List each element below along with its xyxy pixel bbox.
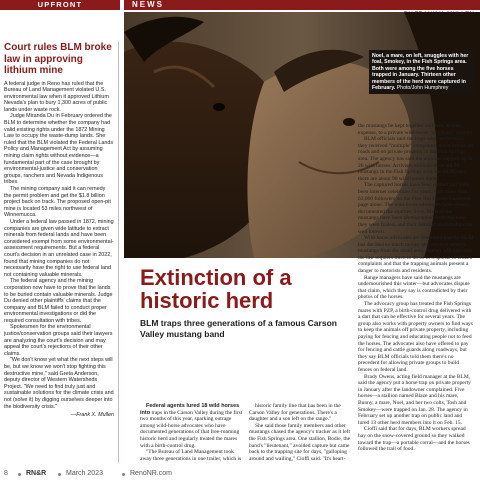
section-label-news-text: NEWS: [132, 0, 164, 9]
publication-name: RN&R: [26, 470, 47, 477]
story-column-3: [358, 123, 474, 461]
footer-separator: [122, 473, 125, 476]
website: RenoNR.com: [130, 470, 173, 477]
story-paragraph: Cioffi said that for days, BLM workers spread hay on the snow-covered ground so they walked toward the trap—a portable corral—and the horses followed the trail of food.: [358, 426, 470, 453]
sidebar-paragraph: A federal judge in Reno has ruled that the Bureau of Land Management violated U.S. environmental law when it approved Lithium Nevada's plan to bury 1,300 acres of public lands under waste rock.: [4, 80, 109, 113]
sidebar-headline: Court rules BLM broke law in approving lithium mine: [4, 42, 112, 76]
photo-credit: Photo/John Humphrey: [396, 85, 449, 92]
photo-caption: [369, 50, 475, 94]
story-paragraph: The advocacy group has treated the Fish Springs mares with PZP, a birth-control drug delivered with a dart that can be effective for several years. The group also works with property owners to find ways to keep the animals off private property, including paying for fencing and educating people not to feed the horses. The advocates also have offered to pay for fencing and cattle guards along roadways, but they say BLM officials told them there's no precedent for allowing private groups to build fences on federal land.: [358, 301, 473, 373]
column-divider: [118, 42, 119, 462]
story-paragraph: The captured horses have been named and have been internet celebrities for years, with more than 63,000 followers on the Pine Nut Horses Facebook page alone. The wild-horse advocates have closely documented the equines' lives. Most of the mustangs have been photographed from the time they were foaled, and their familial relationships are well known.: [358, 182, 473, 235]
section-label-upfront: [0, 0, 120, 10]
story-paragraph: "The Bureau of Land Management took away three generations in one trailer, which is: [140, 449, 242, 461]
sidebar-paragraph: Spokesmen for the environmental justice/conservation groups said their lawyers are analyzing the court's decision and may appeal the court's rejections of their other claims.: [4, 324, 113, 357]
page-footer: [0, 466, 480, 480]
story-deck: BLM traps three generations of a famous Carson Valley mustang band: [140, 318, 337, 339]
story-paragraph: BLM officials said the traps were set because they received "multiple" complaints about horses on roads and on private property in the Fish Springs area. The agency has said the area can support up to 26 wild horses. Activists estimate there are 79 mustangs in the Fish Springs area; the BLM says there are about 90 wild horses there.: [358, 136, 474, 182]
story-paragraph: Range managers have said the mustangs are undernourished this winter—but advocates dispute that claim, which they say is contradicted by their photos of the horses.: [358, 274, 470, 301]
section-label-upfront-text: UPFRONT: [37, 0, 83, 9]
footer-separator: [58, 473, 61, 476]
photo-caption-text: Noel, a mare, on left, snuggles with her foal, Smokey, in the Fish Springs area. Both were among the five horses trapped in January. Thirteen other members of the herd were captured in February.: [372, 53, 469, 92]
story-column-1: [140, 403, 243, 461]
section-label-news: [124, 0, 480, 10]
story-paragraph: She said those family members and other mustangs chased the agency's tracker as it left the Fish Springs area. One stallion, Bodie, the band's "lieutenant," avoided capture but came back to the trapping site for days, "galloping around and wailing," Cioffi said. "It's heart-: [249, 422, 351, 461]
story-paragraph: Brady Owens, acting field manager at the BLM, said the agency put a horse trap on private property in January after the landowner complained. Five horses—a stallion named Blaze and his mare, Bunny, a mare, Noel, and her two colts, Tosh and Smokey—were trapped on Jan. 28. The agency in February set up another trap on public land and lured 13 other herd members into it on Feb. 15.: [358, 373, 471, 426]
sidebar-credit: —Frank X. Mullen: [70, 412, 114, 419]
sidebar-paragraph: Judge Miranda Du in February ordered the BLM to determine whether the company had valid existing rights under the 1872 Mining Law to occupy the waste-dump lands. She ruled that the BLM violated the Federal Lands Policy and Management Act by assuming mining claim rights without evidence—a fundamental part of the case brought by environmental-justice and conservation groups, ranchers and Nevada Indigenous tribes.: [4, 113, 114, 186]
story-paragraph: Wild-horse advocates are frustrated that the BLM has decided so much money and effort to remove mustangs from the small area. Agency officials said the law requires them to do so in response to citizen complaints and that the trapping animals present a danger to motorists and residents.: [358, 235, 474, 275]
story-lead: Federal agents lured 18 wild horses into: [140, 403, 240, 416]
story-paragraph: historic family line that has been in the Carson Valley for generations. There's a daughter and a son left on the range.": [249, 403, 341, 423]
story-paragraph: the mustangs be kept together and sent, at their expense, to a private wild-horse "sanctuary" pasture.: [358, 123, 474, 136]
sidebar-paragraph: The federal agency and the mining corporation now have to prove that the lands to be buried contain valuable minerals. Judge Du denied other plaintiffs' claims that the company and BLM failed to conduct proper environmental investigations or did the required consultation with tribes.: [4, 278, 113, 324]
sidebar-paragraph: "We don't know yet what the next steps will be, but we know we won't stop fighting this destructive mine," said Greta Anderson, deputy director of Western Watersheds Project. "We need to find truly just and sustainable solutions for the climate crisis and not (solve it) by digging ourselves deeper into the biodiversity crisis.": [4, 357, 114, 410]
story-text: traps in the Carson Valley during the first two months of this year, sparking outrage among wild-horse advocates who have documented generations of that free-roaming historic herd and regularly treated the mares with a birth-control drug.: [140, 409, 243, 449]
story-headline: Extinction of a historic herd: [140, 265, 292, 313]
sidebar-paragraph: Under a federal law passed in 1872, mining companies are given wide latitude to extract minerals from federal lands and have been considered exempt from some environmental-assessment requirements. But a federal court's decision in an unrelated case in 2022, found that mining companies do not necessarily have the right to use federal land not containing valuable minerals.: [4, 218, 114, 278]
page-number: 8: [4, 470, 8, 477]
story-column-2: [249, 403, 352, 461]
sidebar-paragraph: The mining company said it can remedy the permit problem and get the $1.8 billion project back on track. The proposed open-pit mine is located 53 miles northwest of Winnemucca.: [4, 186, 111, 219]
footer-separator: [18, 473, 21, 476]
issue-date: March 2023: [66, 470, 103, 477]
sidebar-article: [4, 42, 114, 457]
